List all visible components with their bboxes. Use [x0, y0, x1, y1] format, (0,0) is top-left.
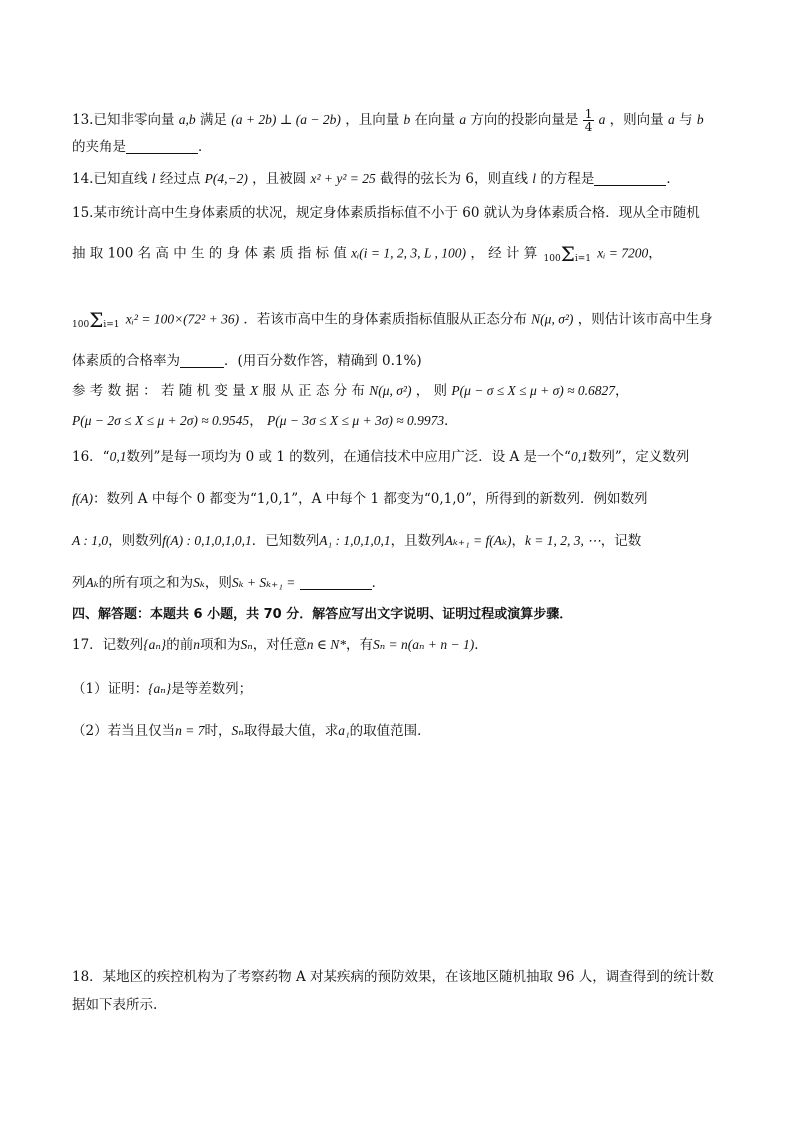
q17-math: n	[193, 637, 200, 652]
q13-text: 与	[679, 112, 693, 128]
q15-prob-2sigma: P(μ − 2σ ≤ X ≤ μ + 2σ) ≈ 0.9545	[72, 413, 250, 428]
q17-text: （1）证明：	[72, 681, 149, 697]
q17-text: 是等差数列；	[171, 681, 253, 697]
q14-point: P(4,−2)	[204, 171, 248, 186]
q17-text: 取得最大值，求	[243, 723, 339, 739]
q18-line-2: 据如下表所示.	[72, 997, 158, 1013]
q16-line-3: A : 1,0，则数列f(A) : 0,1,0,1,0,1．已知数列A₁ : 1,0,1,0,1，且数列Aₖ₊₁ = f(Aₖ)，k = 1, 2, 3, ⋯，记数	[72, 533, 642, 549]
q17-text: 时，	[204, 723, 232, 739]
q17-equation: Sₙ = n(aₙ + n − 1)	[372, 637, 475, 652]
q13-condition: (a + 2b) ⊥ (a − 2b)	[231, 112, 341, 127]
q15-sum-value: xᵢ = 7200	[597, 245, 649, 261]
q17-text: ，有	[345, 637, 373, 653]
q14-line: 14.已知直线 l 经过点 P(4,−2) ，且被圆 x² + y² = 25 截得的弦长为 6，则直线 l 的方程是 ．	[72, 171, 680, 187]
q16-text: 的所有项之和为	[98, 575, 194, 591]
q13-text: 方向的投影向量是	[470, 112, 579, 128]
q13-fraction: $\frac{1}{4}$	[584, 107, 593, 134]
q17-math: Sₙ	[240, 637, 253, 652]
q14-line-l: l	[151, 171, 156, 186]
q14-text: 14.已知直线	[72, 171, 148, 187]
q17-part-2	[72, 722, 722, 740]
q17-math: Sₙ	[231, 723, 244, 738]
q15-text: ， 经 计 算	[470, 245, 538, 262]
q16-text: 列	[72, 575, 86, 591]
q15-random-variable: X	[249, 383, 259, 398]
q15-text: ．(用百分数作答，精确到 0.1%)	[224, 353, 422, 369]
q17-text: （2）若当且仅当	[72, 723, 176, 739]
q16-math: Sₖ	[193, 575, 205, 590]
q15-text: 抽 取 100 名 高 中 生 的 身 体 素 质 指 标 值	[72, 245, 347, 262]
q13-answer-blank[interactable]	[126, 139, 198, 154]
q17-text: 的前	[166, 637, 194, 653]
q15-ref-text: 服 从 正 态 分 布	[262, 383, 365, 399]
q15-ref-text: 参 考 数 据 ： 若 随 机 变 量	[72, 383, 246, 399]
q15-ref-text: ， 则	[415, 383, 448, 399]
q15-text: 体素质的合格率为	[72, 353, 180, 369]
q16-recurrence: Aₖ₊₁ = f(Aₖ)	[444, 533, 512, 548]
q16-index-set: k = 1, 2, 3, ⋯	[524, 533, 601, 548]
q15-line-1: 15.某市统计高中生身体素质的状况，规定身体素质指标值不小于 60 就认为身体素质合格．现从全市随机	[72, 205, 700, 221]
q15-sum-symbol: 100Σi=1	[72, 308, 120, 332]
q17-math: n = 7	[175, 723, 205, 738]
q16-text: ，且数列	[390, 533, 445, 549]
q15-text: ．若该市高中生的身体素质指标值服从正态分布	[243, 311, 527, 328]
q16-text: 数列”，定义数列	[587, 449, 690, 465]
q17-text: ．	[474, 637, 488, 653]
q16-function: f(A)	[72, 491, 93, 506]
q13-vector-a: a	[598, 112, 606, 127]
q17-text: ，对任意	[252, 637, 307, 653]
q15-ref-line-2: P(μ − 2σ ≤ X ≤ μ + 2σ) ≈ 0.9545， P(μ − 3σ ≤ X ≤ μ + 3σ) ≈ 0.9973．	[72, 413, 458, 429]
q13-text: 在向量	[414, 112, 456, 128]
q17-part-1	[72, 680, 722, 698]
q13-text: ，且向量	[345, 112, 400, 128]
q15-answer-blank[interactable]	[180, 353, 224, 368]
q15-sum-squares: xᵢ² = 100×(72² + 36)	[125, 311, 240, 327]
q17-math: {aₙ}	[148, 681, 172, 696]
q13-text: 的夹角是	[72, 139, 126, 155]
q13-text: 13.已知非零向量	[72, 112, 175, 128]
q17-math: a₁	[338, 723, 350, 738]
q14-line-l: l	[532, 171, 537, 186]
q15-ref-line-1: 参 考 数 据 ： 若 随 机 变 量 X 服 从 正 态 分 布 N(μ, σ²) ， 则 P(μ − σ ≤ X ≤ μ + σ) ≈ 0.6827，	[72, 383, 629, 399]
q16-text: ，则	[204, 575, 232, 591]
q16-answer-blank[interactable]	[300, 575, 372, 590]
q13-vector-b: b	[403, 112, 411, 127]
section-4-heading: 四、解答题：本题共 6 小题，共 70 分．解答应写出文字说明、证明过程或演算步骤．	[72, 607, 573, 622]
q15-prob-1sigma: P(μ − σ ≤ X ≤ μ + σ) ≈ 0.6827	[451, 383, 616, 398]
q15-sum-symbol: 100Σi=1	[543, 242, 591, 266]
q16-line-4: 列Aₖ的所有项之和为Sₖ，则Sₖ + Sₖ₊₁ = ．	[72, 575, 386, 591]
q15-sample-set: xᵢ(i = 1, 2, 3, L , 100)	[351, 245, 467, 261]
q16-math: Aₖ	[85, 575, 99, 590]
q15-normal-dist: N(μ, σ²)	[369, 383, 412, 398]
q17-text: 的取值范围．	[349, 723, 431, 739]
q14-text: 经过点	[159, 171, 201, 187]
q16-text: ，则数列	[108, 533, 163, 549]
q13-vector-a: a	[459, 112, 467, 127]
q16-line-1	[72, 448, 722, 466]
q16-text: ，记数	[600, 533, 642, 549]
q16-math: 0,1	[109, 449, 127, 464]
q14-circle: x² + y² = 25	[310, 171, 376, 186]
q17-math: n ∈ N*	[306, 637, 346, 652]
q13-vectors: a,b	[178, 112, 196, 127]
q16-math: A : 1,0	[72, 533, 109, 548]
q18-line-1: 18．某地区的疾控机构为了考察药物 A 对某疾病的预防效果，在该地区随机抽取 96 人，调查得到的统计数	[72, 969, 714, 985]
q15-line-3	[72, 310, 722, 330]
q16-math: f(A) : 0,1,0,1,0,1	[162, 533, 252, 548]
q16-sum-expression: Sₖ + Sₖ₊₁ =	[231, 575, 296, 590]
q16-text: 16．“	[72, 449, 110, 465]
q13-text: ，则向量	[609, 112, 664, 128]
q16-math: A₁ : 1,0,1,0,1	[319, 533, 391, 548]
q13-vector-a: a	[667, 112, 675, 127]
q14-text: 截得的弦长为 6，则直线	[380, 171, 528, 187]
q15-prob-3sigma: P(μ − 3σ ≤ X ≤ μ + 3σ) ≈ 0.9973	[266, 413, 445, 428]
q14-text: 的方程是	[540, 171, 595, 187]
q14-answer-blank[interactable]	[594, 171, 666, 186]
q16-text: ：数列 A 中每个 0 都变为“1,0,1”，A 中每个 1 都变为“0,1,0”，所得到的新数列．例如数列	[93, 491, 648, 507]
q15-text: ，则估计该市高中生身	[577, 311, 713, 328]
q17-text: 17．记数列	[72, 637, 144, 653]
q16-text: 数列”是每一项均为 0 或 1 的数列，在通信技术中应用广泛．设 A 是一个“	[126, 449, 571, 465]
q13-line-2: 的夹角是 ．	[72, 139, 212, 155]
q15-line-4	[72, 352, 722, 370]
q13-vector-b: b	[696, 112, 704, 127]
q16-math: 0,1	[570, 449, 588, 464]
q17-line	[72, 636, 722, 654]
q13-text: 满足	[199, 112, 227, 128]
q14-text: ，且被圆	[252, 171, 307, 187]
q17-text: 项和为	[199, 637, 241, 653]
q16-text: ．已知数列	[251, 533, 320, 549]
q15-line-2: 抽 取 100 名 高 中 生 的 身 体 素 质 指 标 值 xᵢ(i = 1, 2, 3, L , 100) ， 经 计 算 100Σi=1 xᵢ = 7200，	[72, 242, 662, 266]
q16-line-2	[72, 490, 722, 508]
q17-math: {aₙ}	[143, 637, 167, 652]
q15-normal-dist: N(μ, σ²)	[531, 311, 574, 327]
q13-line-1	[72, 108, 722, 133]
